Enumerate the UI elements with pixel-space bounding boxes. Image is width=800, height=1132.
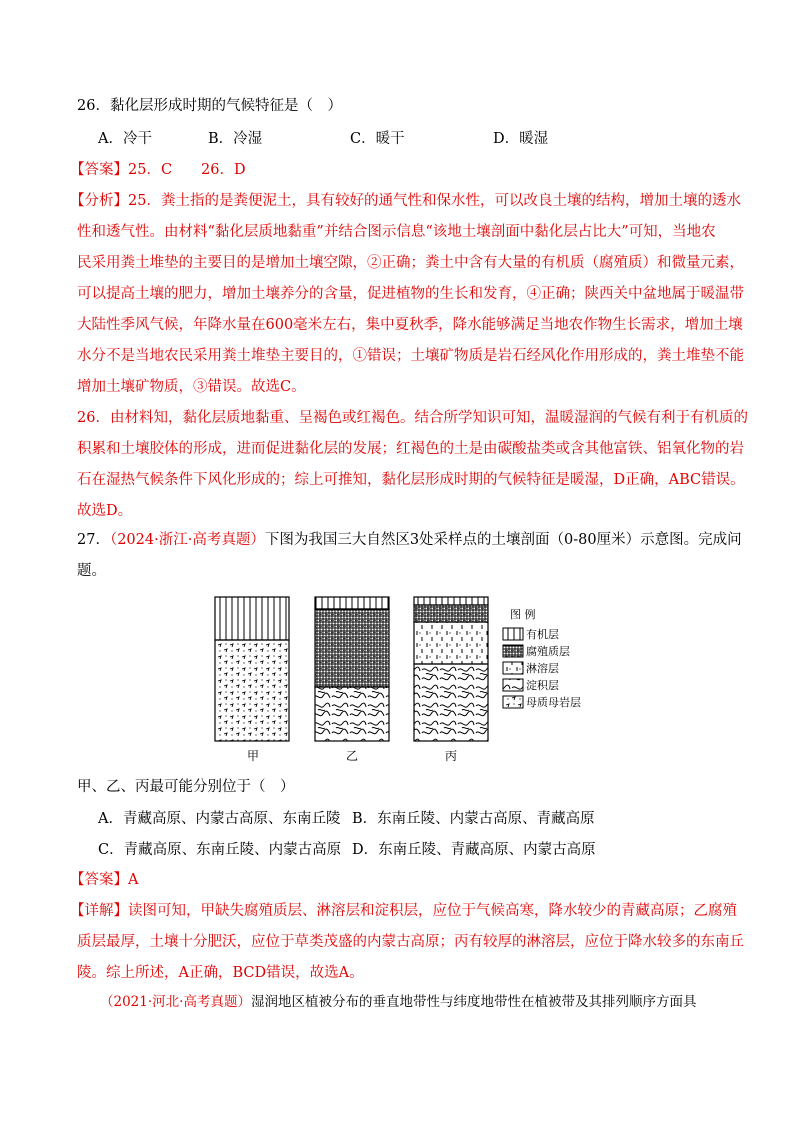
legend-label-humus: 腐殖质层 (526, 645, 570, 658)
label-yi: 乙 (346, 749, 359, 763)
label-jia: 甲 (247, 749, 260, 763)
bing-leaching-layer (414, 622, 488, 664)
analysis-line-1: 【分析】25．粪土指的是粪便泥土，具有较好的通气性和保水性，可以改良土壤的结构，增加土壤的透水 (70, 193, 741, 209)
legend-label-parent: 母质母岩层 (526, 696, 581, 709)
bing-humus-layer (414, 605, 488, 622)
jia-parent-rock-layer (215, 640, 289, 741)
analysis-line-4: 可以提高土壤的肥力，增加土壤养分的含量，促进植物的生长和发育，④正确；陕西关中盆地属于暖温带 (77, 286, 744, 302)
profile-jia (215, 597, 289, 741)
profile-yi (315, 597, 389, 741)
label-bing: 丙 (445, 749, 458, 763)
q27-option-b: B．东南丘陵、内蒙古高原、青藏高原 (352, 811, 595, 827)
answer-text: A (128, 872, 139, 888)
analysis-line-9: 积累和土壤胶体的形成，进而促进黏化层的发展；红褐色的土是由碳酸盐类或含其他富铁、铝氧化物的岩 (77, 441, 744, 457)
q26-option-d: D．暖湿 (493, 131, 549, 147)
q26-option-c: C．暖干 (350, 131, 405, 147)
answer-label: 【答案】 (70, 872, 128, 888)
detail-line-3: 陵。综上所述，A正确，BCD错误，故选A。 (77, 965, 364, 981)
jia-organic-layer (215, 597, 289, 640)
question-28-stem: （2021·河北·高考真题）湿润地区植被分布的垂直地带性与纬度地带性在植被带及其排列顺序方面具 (100, 994, 697, 1010)
legend-label-organic: 有机层 (526, 628, 559, 641)
profile-bing (414, 597, 488, 741)
answer-text: 25．C 26．D (128, 162, 246, 178)
legend-label-leaching: 淋溶层 (526, 662, 559, 675)
detail-label: 【详解】 (70, 903, 128, 919)
yi-illuvial-layer (315, 687, 389, 741)
analysis-line-2: 性和透气性。由材料“黏化层质地黏重”并结合图示信息“该地土壤剖面中黏化层占比大”可知，当地农 (77, 224, 716, 240)
soil-profile-figure (205, 594, 605, 772)
analysis-line-3: 民采用粪土堆垫的主要目的是增加土壤空隙，②正确；粪土中含有大量的有机质（腐殖质）和微量元素， (77, 255, 744, 271)
analysis-line-6: 水分不是当地农民采用粪土堆垫主要目的，①错误；土壤矿物质是岩石经风化作用形成的，粪土堆垫不能 (77, 348, 744, 364)
yi-humus-layer (315, 609, 389, 687)
legend-swatch-leaching (503, 662, 523, 674)
legend-label-illuvial: 淀积层 (526, 679, 559, 692)
answer-label: 【答案】 (70, 162, 128, 178)
question-27-stem: 27．（2024·浙江·高考真题）下图为我国三大自然区3处采样点的土壤剖面（0-80厘米）示意图。完成问 (77, 532, 742, 548)
legend-swatch-illuvial (503, 679, 523, 691)
legend-title: 图 例 (510, 608, 536, 621)
question-source: （2021·河北·高考真题） (100, 994, 251, 1010)
bing-organic-layer (414, 597, 488, 605)
legend-swatch-humus (503, 645, 523, 657)
analysis-line-7: 增加土壤矿物质，③错误。故选C。 (77, 379, 306, 395)
legend-swatch-organic (503, 628, 523, 640)
figure-legend (503, 607, 581, 709)
question-26-stem: 26．黏化层形成时期的气候特征是（ ） (77, 98, 342, 114)
q27-option-c: C．青藏高原、东南丘陵、内蒙古高原 (98, 842, 342, 858)
q27-option-d: D．东南丘陵、青藏高原、内蒙古高原 (352, 842, 596, 858)
legend-swatch-parent (503, 696, 523, 708)
answer-2 (70, 868, 138, 889)
detail-line-2: 质层最厚，土壤十分肥沃，应位于草类茂盛的内蒙古高原；丙有较厚的淋溶层，应位于降水较多的东南丘 (77, 934, 744, 950)
detail-line-1: 【详解】读图可知，甲缺失腐殖质层、淋溶层和淀积层，应位于气候高寒，降水较少的青藏高原；乙腐殖 (70, 903, 737, 919)
question-27-stem-cont: 题。 (77, 563, 106, 579)
q27-option-a: A．青藏高原、内蒙古高原、东南丘陵 (98, 811, 341, 827)
answer-1 (70, 158, 246, 179)
question-27-question: 甲、乙、丙最可能分别位于（ ） (77, 779, 295, 795)
q26-option-b: B．冷湿 (208, 131, 263, 147)
bing-illuvial-layer (414, 664, 488, 741)
question-source: （2024·浙江·高考真题） (109, 532, 265, 548)
analysis-line-8: 26．由材料知，黏化层质地黏重、呈褐色或红褐色。结合所学知识可知，温暖湿润的气候有利于有机质的 (77, 410, 748, 426)
analysis-line-11: 故选D。 (77, 503, 133, 519)
analysis-line-5: 大陆性季风气候，年降水量在600毫米左右，集中夏秋季，降水能够满足当地农作物生长需求，增加土壤 (77, 317, 743, 333)
analysis-line-10: 石在湿热气候条件下风化形成的；综上可推知，黏化层形成时期的气候特征是暖湿，D正确，ABC错误。 (77, 472, 745, 488)
yi-organic-layer (315, 597, 389, 609)
q26-option-a: A．冷干 (98, 131, 152, 147)
analysis-label: 【分析】 (70, 193, 128, 209)
